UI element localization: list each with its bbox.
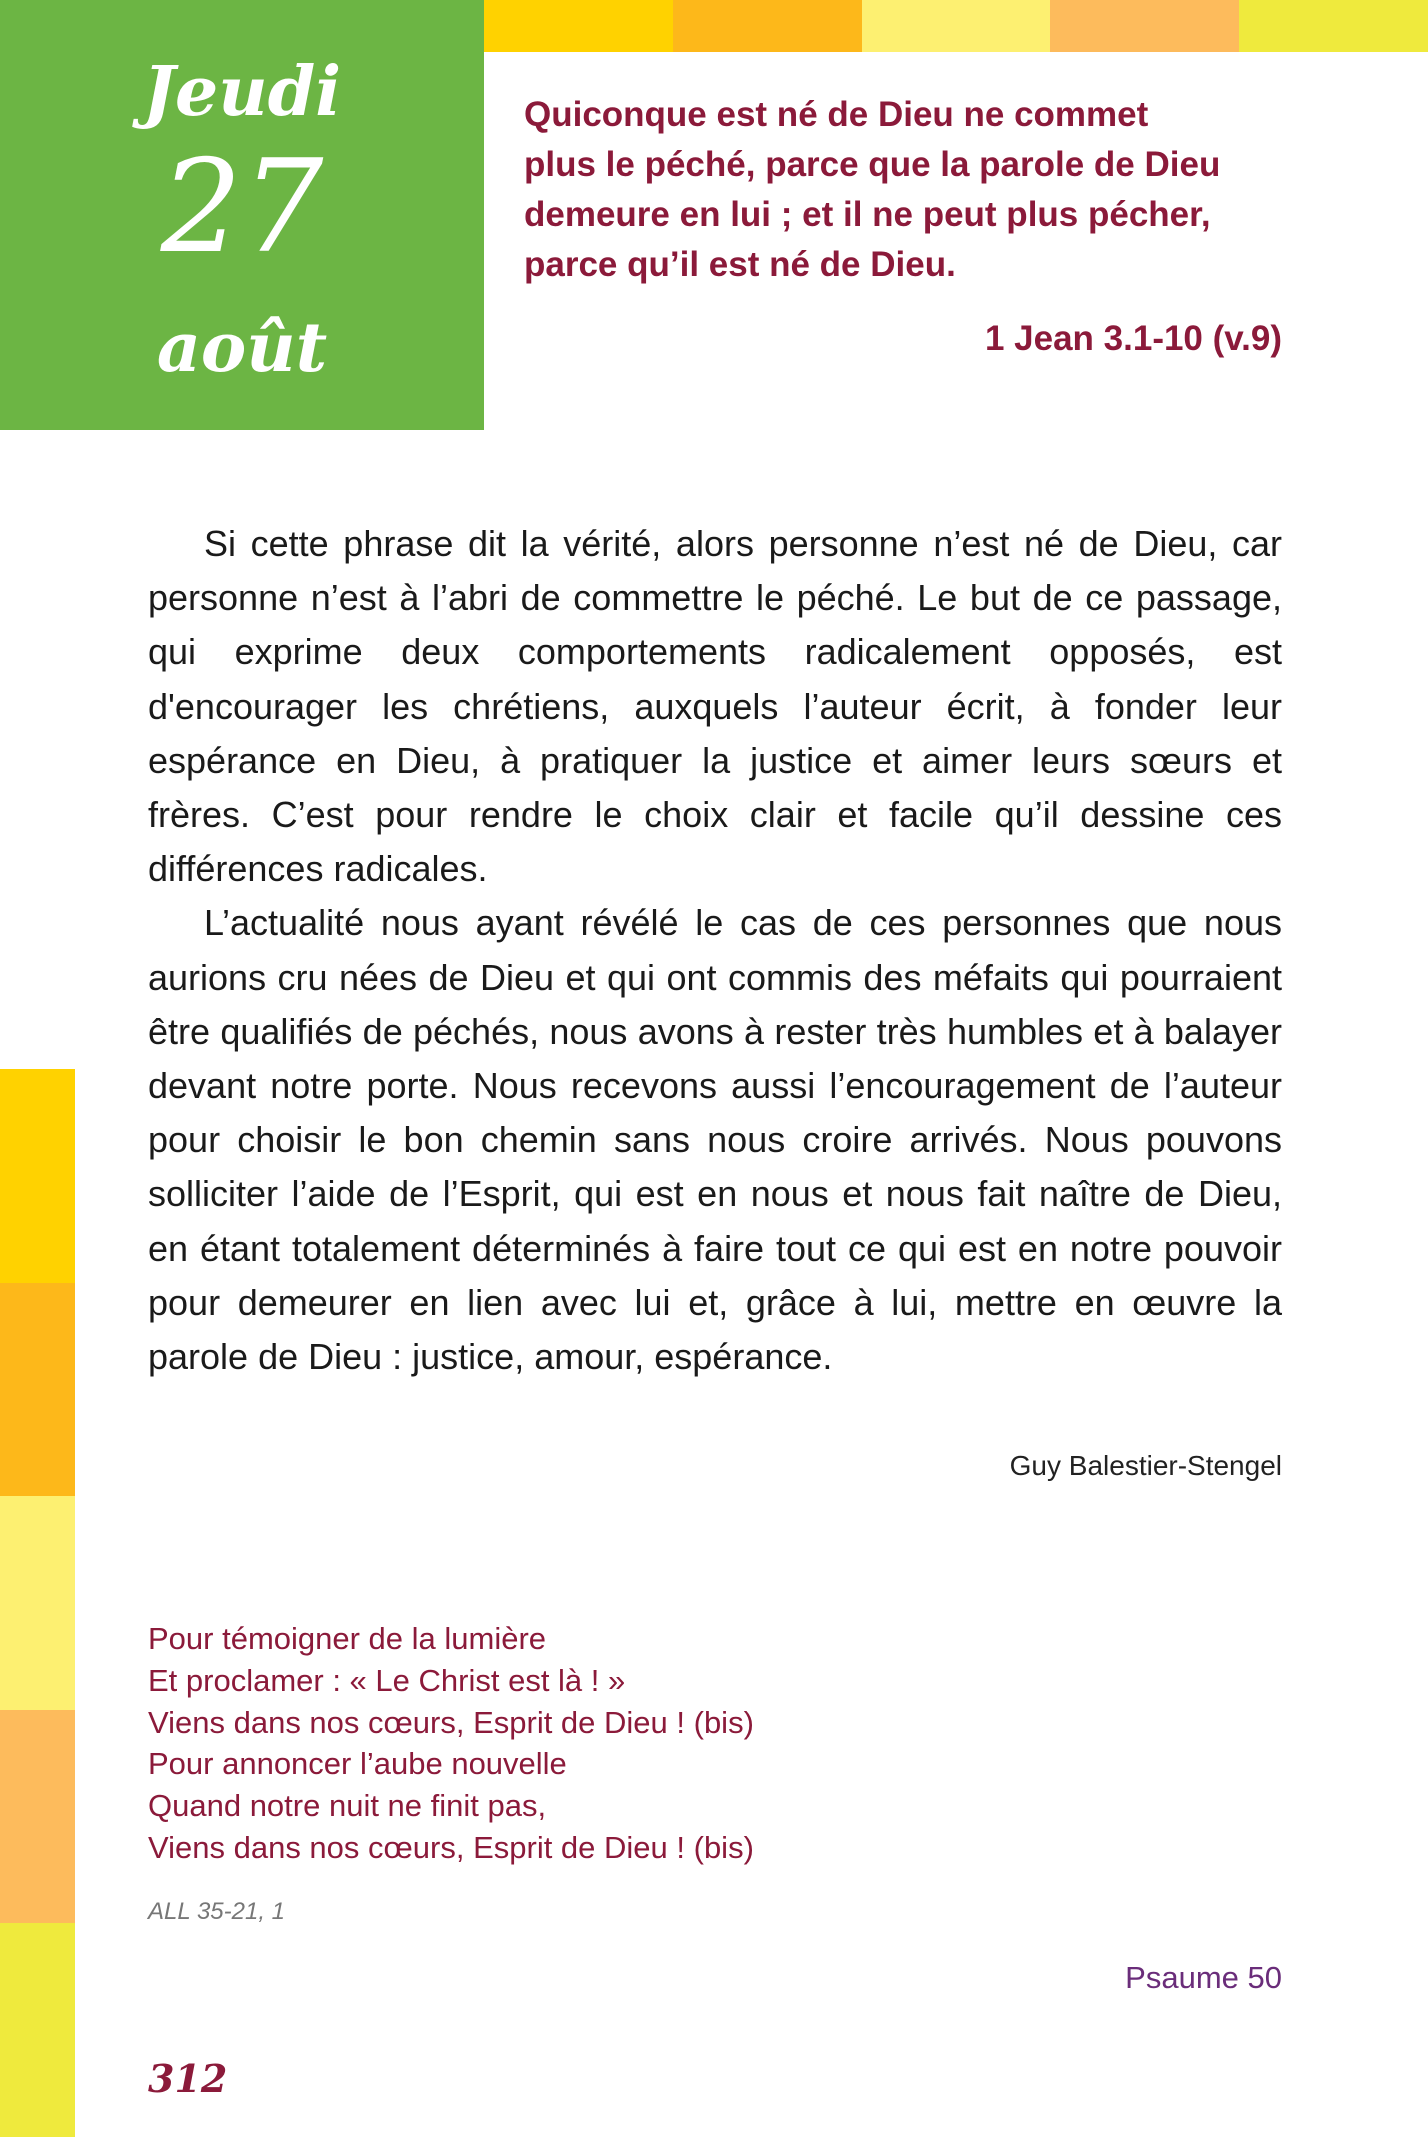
left-stripe-1 <box>0 1069 75 1283</box>
date-day: Jeudi <box>142 52 342 132</box>
top-stripe-5 <box>1239 0 1428 52</box>
top-stripe-4 <box>1050 0 1239 52</box>
verse-line: parce qu’il est né de Dieu. <box>524 245 956 284</box>
verse-line: plus le péché, parce que la parole de Dieu <box>524 145 1221 184</box>
song-line: Pour annoncer l’aube nouvelle <box>148 1746 567 1782</box>
song-line: Viens dans nos cœurs, Esprit de Dieu ! (bis) <box>148 1829 754 1865</box>
left-color-stripes <box>0 1069 75 2137</box>
song-lyrics <box>148 1618 1048 1869</box>
date-block <box>0 0 484 430</box>
paragraph: Si cette phrase dit la vérité, alors personne n’est né de Dieu, car personne n’est à l’abri de commettre le péché. Le but de ce passage, qui exprime deux comportements radicalement opposés, est d'encourager les chrétiens, auxquels l’auteur écrit, à fonder leur espérance en Dieu, à pratiquer la justice et aimer leurs sœurs et frères. C’est pour rendre le choix clair et facile qu’il dessine ces différences radicales. <box>148 523 1282 890</box>
song-line: Viens dans nos cœurs, Esprit de Dieu ! (bis) <box>148 1704 754 1740</box>
song-line: Et proclamer : « Le Christ est là ! » <box>148 1662 626 1698</box>
psalm-reference: Psaume 50 <box>1125 1960 1282 1995</box>
page-number: 312 <box>148 2056 228 2101</box>
song-reference: ALL 35-21, 1 <box>148 1898 286 1925</box>
meditation-text <box>148 517 1282 1384</box>
song-line: Quand notre nuit ne finit pas, <box>148 1788 547 1824</box>
top-color-stripes <box>484 0 1428 52</box>
top-stripe-2 <box>673 0 862 52</box>
date-number: 27 <box>160 133 324 282</box>
paragraph: L’actualité nous ayant révélé le cas de ces personnes que nous aurions cru nées de Dieu et qui ont commis des méfaits qui pourraient être qualifiés de péchés, nous avons à rester très humbles et à balayer devant notre porte. Nous recevons aussi l’encouragement de l’auteur pour choisir le bon chemin sans nous croire arrivés. Nous pouvons solliciter l’aide de l’Esprit, qui est en nous et nous fait naître de Dieu, en étant totalement déterminés à faire tout ce qui est en notre pouvoir pour demeurer en lien avec lui et, grâce à lui, mettre en œuvre la parole de Dieu : justice, amour, espérance. <box>148 902 1282 1378</box>
left-stripe-5 <box>0 1923 75 2137</box>
verse-line: demeure en lui ; et il ne peut plus pécher, <box>524 195 1211 234</box>
song-line: Pour témoigner de la lumière <box>148 1621 547 1656</box>
left-stripe-2 <box>0 1283 75 1497</box>
verse-line: Quiconque est né de Dieu ne commet <box>524 95 1149 134</box>
verse-reference: 1 Jean 3.1-10 (v.9) <box>984 319 1282 358</box>
top-stripe-3 <box>862 0 1051 52</box>
bible-verse <box>524 90 1294 290</box>
date-month: août <box>156 308 328 388</box>
author: Guy Balestier-Stengel <box>1009 1450 1282 1481</box>
left-stripe-3 <box>0 1496 75 1710</box>
left-stripe-4 <box>0 1710 75 1924</box>
top-stripe-1 <box>484 0 673 52</box>
